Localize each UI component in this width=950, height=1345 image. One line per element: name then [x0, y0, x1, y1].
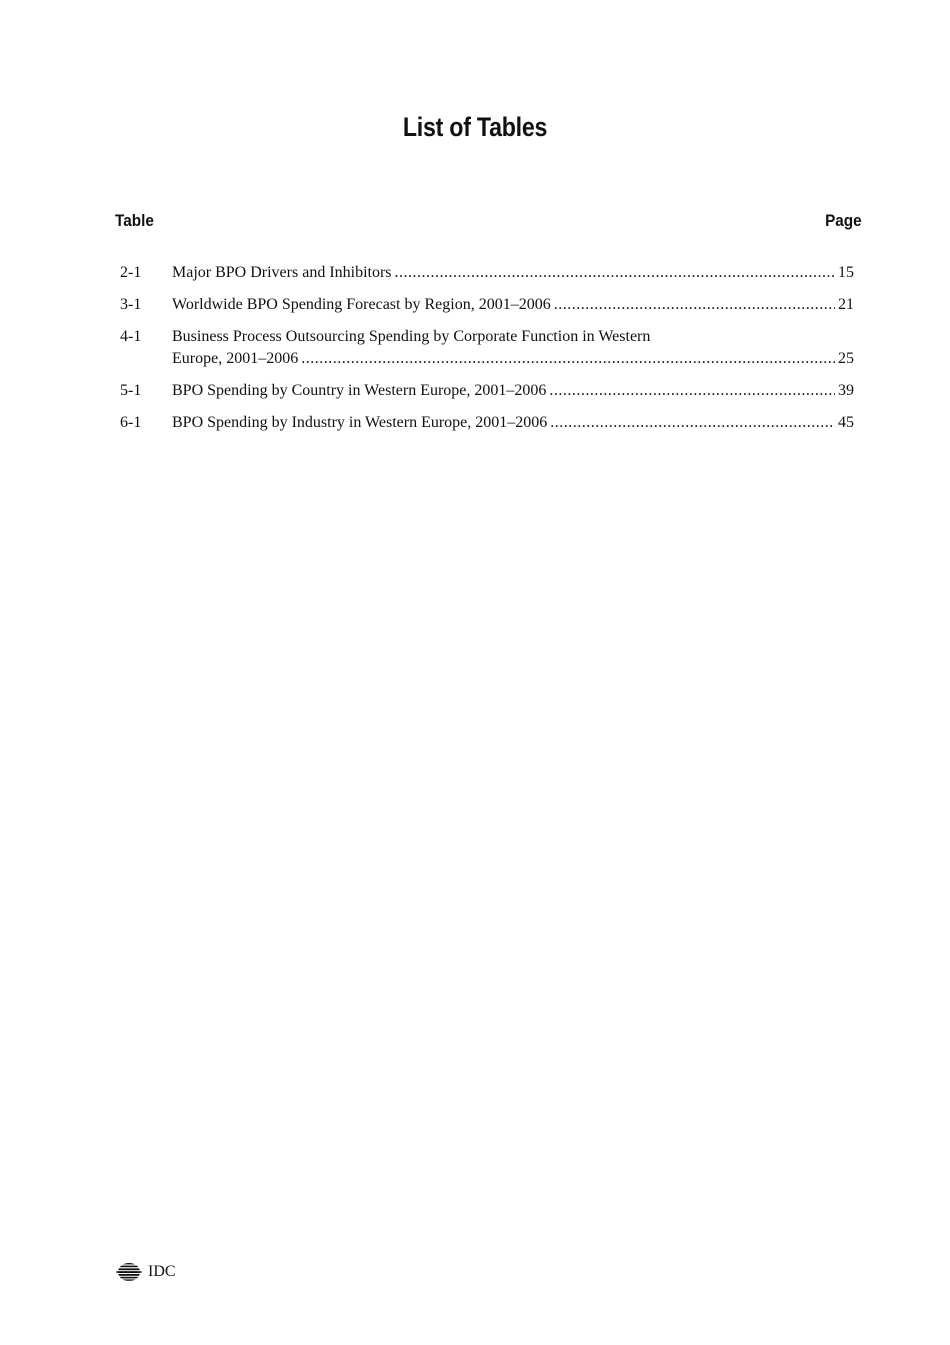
toc-entry[interactable]	[120, 412, 854, 434]
table-column-header: Table	[115, 211, 154, 230]
page-title: List of Tables	[402, 112, 548, 142]
idc-logo	[116, 1262, 176, 1282]
page-column-header: Page	[825, 211, 862, 230]
table-number: 3-1	[120, 296, 142, 313]
page-number: 45	[838, 414, 854, 431]
table-number: 5-1	[120, 382, 142, 399]
toc-entry[interactable]	[120, 380, 854, 402]
page-number: 39	[838, 382, 854, 399]
table-title: BPO Spending by Industry in Western Europe, 2001–2006	[172, 414, 548, 431]
list-of-tables	[120, 262, 854, 444]
table-title: Major BPO Drivers and Inhibitors	[172, 264, 392, 281]
dot-leader	[550, 412, 835, 434]
idc-logo-text: IDC	[148, 1263, 176, 1280]
toc-entry[interactable]	[120, 262, 854, 284]
page-number: 21	[838, 296, 854, 313]
table-title-line-2: Europe, 2001–2006	[172, 350, 299, 367]
dot-leader	[554, 294, 835, 316]
idc-globe-icon	[116, 1262, 142, 1282]
table-title: Worldwide BPO Spending Forecast by Region, 2001–2006	[172, 296, 551, 313]
page-number: 15	[838, 264, 854, 281]
table-title: BPO Spending by Country in Western Europe, 2001–2006	[172, 382, 547, 399]
dot-leader	[395, 262, 835, 284]
table-number: 4-1	[120, 328, 142, 345]
table-number: 2-1	[120, 264, 142, 281]
toc-entry[interactable]	[120, 326, 854, 370]
dot-leader	[301, 348, 835, 370]
toc-entry[interactable]	[120, 294, 854, 316]
dot-leader	[549, 380, 835, 402]
table-title-line-1: Business Process Outsourcing Spending by Corporate Function in Western	[172, 328, 651, 345]
table-number: 6-1	[120, 414, 142, 431]
page-number: 25	[838, 350, 854, 367]
